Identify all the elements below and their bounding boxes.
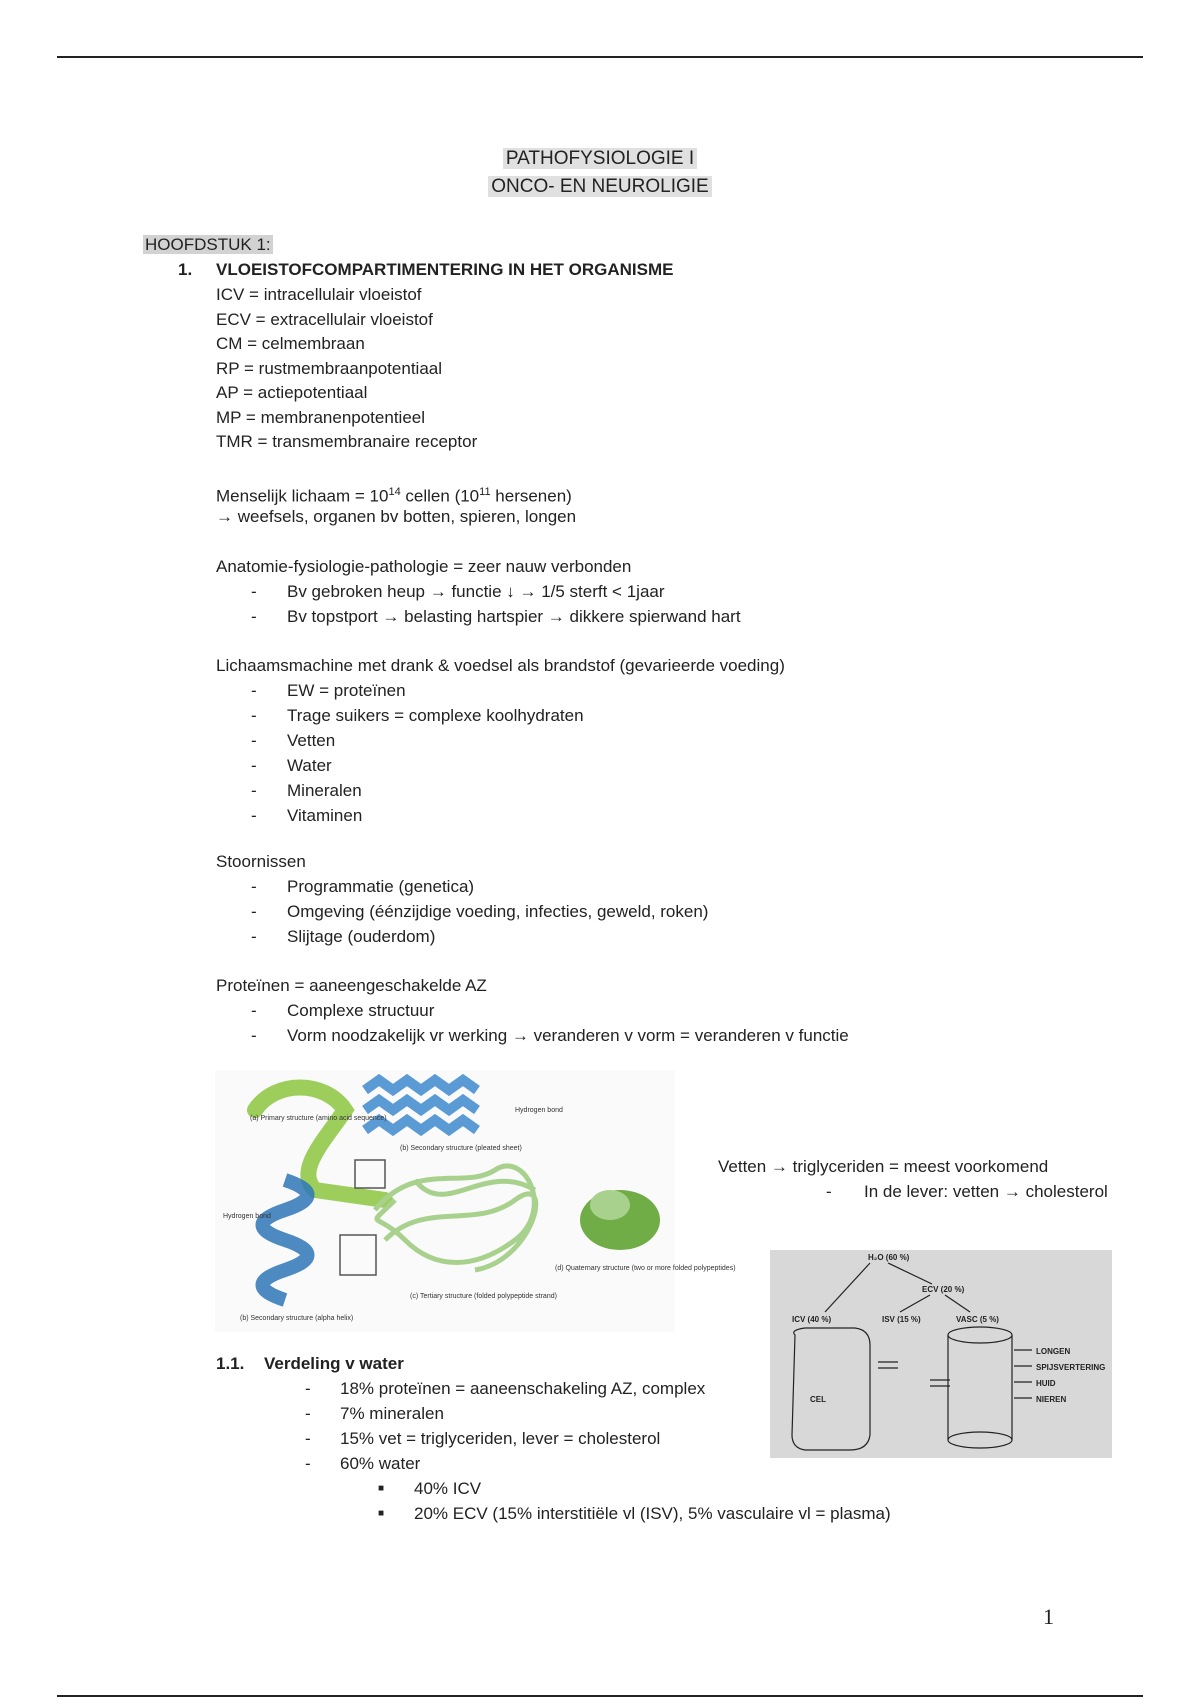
abbreviation-item: ECV = extracellulair vloeistof <box>216 309 433 329</box>
water-subitem: 40% ICV <box>414 1479 482 1498</box>
section-number: 1. <box>178 260 193 279</box>
abbreviation-item: CM = celmembraan <box>216 334 365 353</box>
subsection-number: 1.1. <box>216 1354 245 1373</box>
disorder-item: Slijtage (ouderdom) <box>287 927 436 946</box>
svg-text:HUID: HUID <box>1036 1379 1056 1388</box>
machine-item: Vitaminen <box>287 806 363 825</box>
protein-structure-figure <box>215 1070 736 1332</box>
svg-text:(a) Primary structure (amino a: (a) Primary structure (amino acid sequence) <box>250 1115 387 1122</box>
subsection-title: Verdeling v water <box>264 1354 404 1373</box>
water-item: 18% proteïnen = aaneenschakeling AZ, complex <box>340 1379 706 1398</box>
machine-heading: Lichaamsmachine met drank & voedsel als brandstof (gevarieerde voeding) <box>216 656 785 675</box>
protein-item: Complexe structuur <box>287 1001 435 1020</box>
disorders-heading: Stoornissen <box>216 852 306 871</box>
svg-text:Hydrogen bond: Hydrogen bond <box>515 1107 563 1114</box>
machine-item: EW = proteïnen <box>287 681 406 700</box>
cells-line: Menselijk lichaam = $10^{14}$ cellen ($10^{11}$ hersenen) <box>216 486 572 506</box>
svg-text:Hydrogen bond: Hydrogen bond <box>223 1213 271 1220</box>
machine-item: Water <box>287 756 332 775</box>
water-subitem: 20% ECV (15% interstitiële vl (ISV), 5% vasculaire vl = plasma) <box>414 1504 891 1523</box>
abbreviation-item: TMR = transmembranaire receptor <box>216 432 478 451</box>
anatomy-heading: Anatomie-fysiologie-pathologie = zeer nauw verbonden <box>216 557 632 576</box>
chapter-heading: HOOFDSTUK 1: <box>145 235 271 254</box>
svg-text:VASC (5 %): VASC (5 %) <box>956 1315 999 1324</box>
page-number: 1 <box>1043 1604 1054 1629</box>
water-item: 7% mineralen <box>340 1404 444 1423</box>
svg-text:(b) Secondary structure (pleat: (b) Secondary structure (pleated sheet) <box>400 1145 522 1152</box>
header-rule <box>57 56 1143 58</box>
svg-text:(b) Secondary structure (alpha: (b) Secondary structure (alpha helix) <box>240 1315 354 1322</box>
abbreviation-item: RP = rustmembraanpotentiaal <box>216 358 443 378</box>
fats-line: Vetten → triglyceriden = meest voorkomend <box>718 1157 1049 1176</box>
machine-item: Vetten <box>287 731 336 750</box>
svg-text:ICV (40 %): ICV (40 %) <box>792 1315 832 1324</box>
svg-text:ISV (15 %): ISV (15 %) <box>882 1315 921 1324</box>
water-distribution-figure <box>770 1250 1112 1458</box>
svg-text:(c) Tertiary structure (folded: (c) Tertiary structure (folded polypeptide strand) <box>410 1293 557 1300</box>
tissues-line: → weefsels, organen bv botten, spieren, longen <box>216 507 577 526</box>
abbreviation-item: AP = actiepotentiaal <box>216 383 368 402</box>
water-item: 15% vet = triglyceriden, lever = cholesterol <box>340 1429 661 1448</box>
svg-text:NIEREN: NIEREN <box>1036 1395 1067 1404</box>
abbreviation-item: ICV = intracellulair vloeistof <box>216 285 422 304</box>
proteins-heading: Proteïnen = aaneengeschakelde AZ <box>216 976 487 995</box>
water-item: 60% water <box>340 1454 421 1473</box>
svg-text:H₂O (60 %): H₂O (60 %) <box>868 1253 910 1262</box>
document-title-line1: PATHOFYSIOLOGIE I <box>0 145 1200 173</box>
document-title-line2: ONCO- EN NEUROLIGIE <box>0 173 1200 201</box>
svg-text:(d) Quaternary structure (two: (d) Quaternary structure (two or more folded polypeptides) <box>555 1265 736 1272</box>
section-title: VLOEISTOFCOMPARTIMENTERING IN HET ORGANISME <box>216 260 674 279</box>
machine-item: Mineralen <box>287 781 362 800</box>
svg-text:SPIJSVERTERING: SPIJSVERTERING <box>1036 1363 1106 1372</box>
machine-item: Trage suikers = complexe koolhydraten <box>287 706 584 725</box>
svg-text:CEL: CEL <box>810 1395 826 1404</box>
disorder-item: Programmatie (genetica) <box>287 877 475 896</box>
footer-rule <box>57 1695 1143 1697</box>
abbreviation-list <box>216 283 477 455</box>
abbreviation-item: MP = membranenpotentieel <box>216 407 426 427</box>
svg-text:LONGEN: LONGEN <box>1036 1347 1071 1356</box>
disorder-item: Omgeving (éénzijdige voeding, infecties, geweld, roken) <box>287 902 709 921</box>
svg-text:ECV (20 %): ECV (20 %) <box>922 1285 965 1294</box>
protein-item: Vorm noodzakelijk vr werking → veranderen v vorm = veranderen v functie <box>287 1026 849 1045</box>
quaternary-structure-icon <box>580 1190 660 1250</box>
